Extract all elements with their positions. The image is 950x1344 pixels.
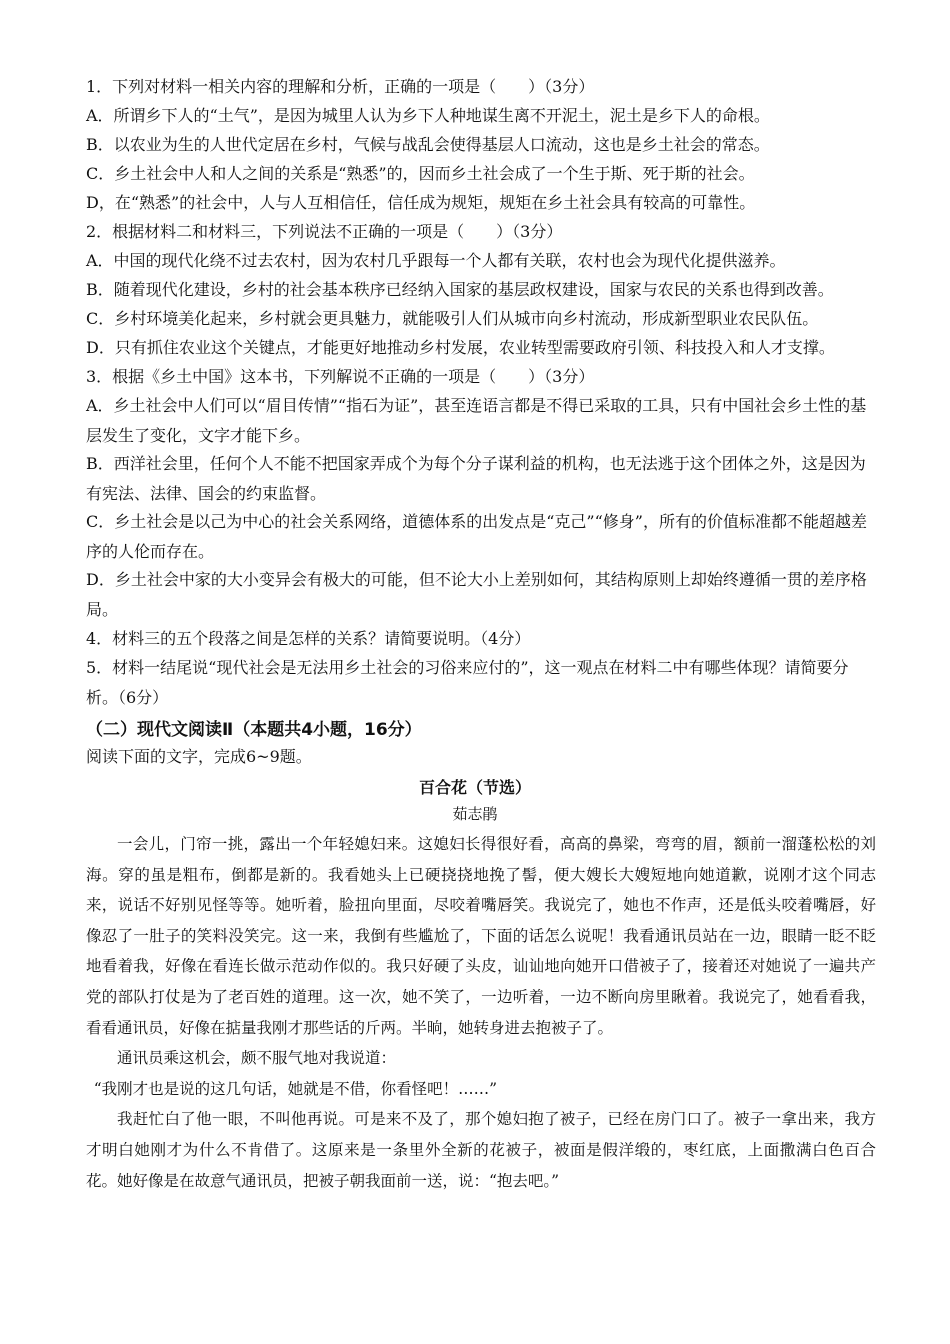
question-2-option-a: A．中国的现代化绕不过去农村，因为农村几乎跟每一个人都有关联，农村也会为现代化提供滋养。 bbox=[86, 251, 786, 270]
question-5: 5．材料一结尾说“现代社会是无法用乡土社会的习俗来应付的”，这一观点在材料二中有哪些体现？请简要分析。（6分） bbox=[86, 658, 849, 707]
question-2-option-c: C．乡村环境美化起来，乡村就会更具魅力，就能吸引人们从城市向乡村流动，形成新型职业农民队伍。 bbox=[86, 309, 819, 328]
question-2-option-d: D．只有抓住农业这个关键点，才能更好地推动乡村发展，农业转型需要政府引领、科技投入和人才支撑。 bbox=[86, 338, 835, 357]
question-3-option-b: B．西洋社会里，任何个人不能不把国家弄成个为每个分子谋利益的机构，也无法逃于这个团体之外，这是因为有宪法、法律、国会的约束监督。 bbox=[86, 454, 866, 503]
question-1-option-c: C．乡土社会中人和人之间的关系是“熟悉”的，因而乡土社会成了一个生于斯、死于斯的社会。 bbox=[86, 164, 755, 183]
question-3-option-c: C．乡土社会是以己为中心的社会关系网络，道德体系的出发点是“克己”“修身”，所有的价值标准都不能超越差序的人伦而存在。 bbox=[86, 512, 867, 561]
passage-paragraph: 一会儿，门帘一挑，露出一个年轻媳妇来。这媳妇长得很好看，高高的鼻梁，弯弯的眉，额前一溜蓬松松的刘海。穿的虽是粗布，倒都是新的。我看她头上已硬挠挠地挽了髻，便大嫂长大嫂短地向她道歉，说刚才这个同志来，说话不好别见怪等等。她听着，脸扭向里面，尽咬着嘴唇笑。我说完了，她也不作声，还是低头咬着嘴唇，好像忍了一肚子的笑料没笑完。这一来，我倒有些尴尬了，下面的话怎么说呢！我看通讯员站在一边，眼睛一眨不眨地看着我，好像在看连长做示范动作似的。我只好硬了头皮，讪讪地向她开口借被子了，接着还对她说了一遍共产党的部队打仗是为了老百姓的道理。这一次，她不笑了，一边听着，一边不断向房里瞅着。我说完了，她看看我，看看通讯员，好像在掂量我刚才那些话的斤两。半晌，她转身进去抱被子了。 bbox=[86, 835, 876, 1037]
passage-paragraph: 通讯员乘这机会，颇不服气地对我说道： bbox=[117, 1049, 397, 1068]
section-heading: （二）现代文阅读Ⅱ（本题共4小题，16分） bbox=[86, 720, 422, 740]
passage-title: 百合花（节选） bbox=[418, 778, 531, 797]
question-1-option-b: B．以农业为生的人世代定居在乡村，气候与战乱会使得基层人口流动，这也是乡土社会的常态。 bbox=[86, 135, 770, 154]
question-3-option-a: A．乡土社会中人们可以“眉目传情”“指石为证”，甚至连语言都是不得已采取的工具，只有中国社会乡土性的基层发生了变化，文字才能下乡。 bbox=[86, 396, 867, 445]
question-1-stem: 1．下列对材料一相关内容的理解和分析，正确的一项是（ ）（3分） bbox=[86, 77, 595, 96]
section-instruction: 阅读下面的文字，完成6~9题。 bbox=[86, 747, 312, 766]
question-3-option-d: D．乡土社会中家的大小变异会有极大的可能，但不论大小上差别如何，其结构原则上却始终遵循一贯的差序格局。 bbox=[86, 570, 867, 619]
question-2-stem: 2．根据材料二和材料三，下列说法不正确的一项是（ ）（3分） bbox=[86, 222, 563, 241]
question-3-stem: 3．根据《乡土中国》这本书，下列解说不正确的一项是（ ）（3分） bbox=[86, 367, 595, 386]
passage-paragraph: “我刚才也是说的这几句话，她就是不借，你看怪吧！……” bbox=[93, 1079, 498, 1098]
passage-body bbox=[86, 829, 876, 1196]
question-2-option-b: B．随着现代化建设，乡村的社会基本秩序已经纳入国家的基层政权建设，国家与农民的关系也得到改善。 bbox=[86, 280, 834, 299]
passage-author: 茹志鹃 bbox=[452, 805, 498, 823]
question-4: 4．材料三的五个段落之间是怎样的关系？请简要说明。（4分） bbox=[86, 629, 531, 648]
question-1-option-a: A．所谓乡下人的“土气”，是因为城里人认为乡下人种地谋生离不开泥土，泥土是乡下人的命根。 bbox=[86, 106, 770, 125]
question-1-option-d: D，在“熟悉”的社会中，人与人互相信任，信任成为规矩，规矩在乡土社会具有较高的可靠性。 bbox=[86, 193, 756, 212]
passage-paragraph: 我赶忙白了他一眼，不叫他再说。可是来不及了，那个媳妇抱了被子，已经在房门口了。被子一拿出来，我方才明白她刚才为什么不肯借了。这原来是一条里外全新的花被子，被面是假洋缎的，枣红底，上面撒满白色百合花。她好像是在故意气通讯员，把被子朝我面前一送，说：“抱去吧。” bbox=[86, 1110, 876, 1190]
